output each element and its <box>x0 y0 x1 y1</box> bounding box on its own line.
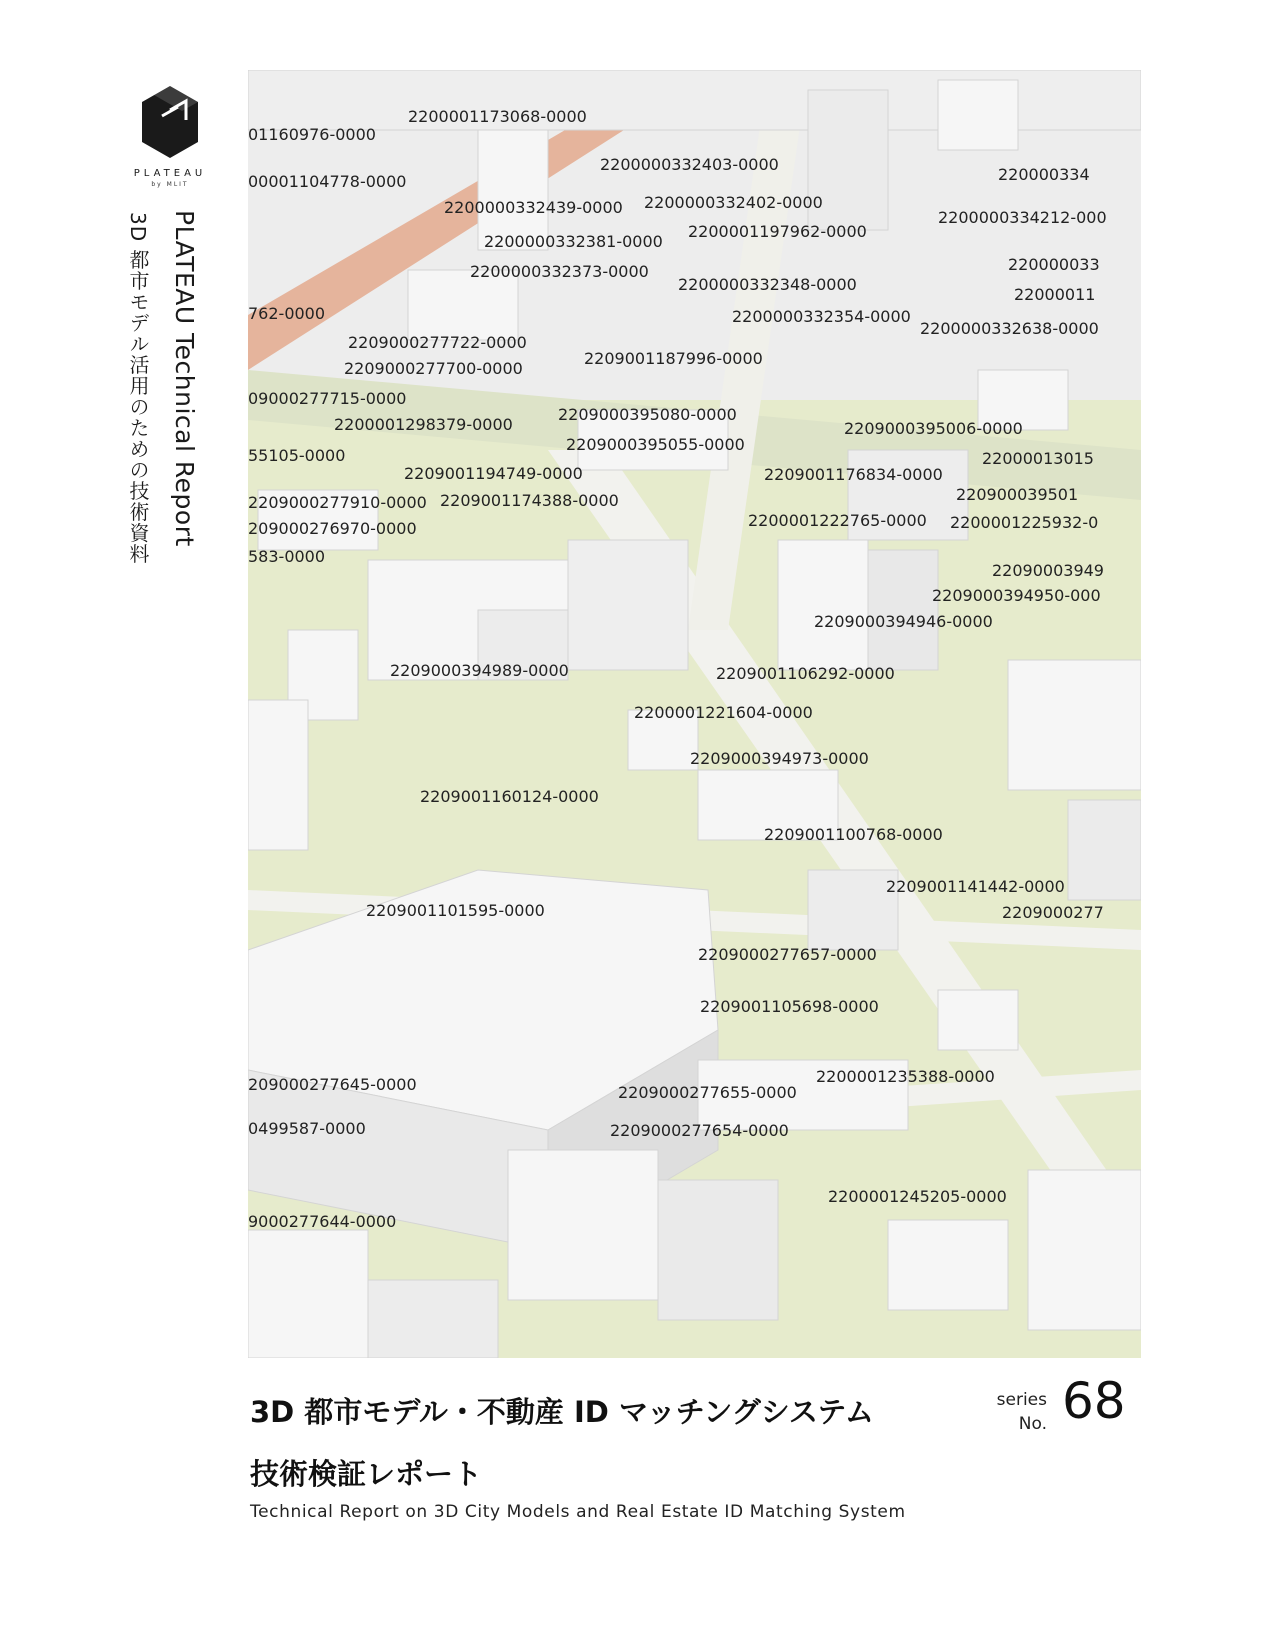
building-id-label: 2209001141442-0000 <box>886 877 1065 896</box>
city-model-render <box>248 70 1141 1358</box>
building-id-label: 2200001222765-0000 <box>748 511 927 530</box>
report-subtitle-english: Technical Report on 3D City Models and Real Estate ID Matching System <box>250 1502 906 1522</box>
building-id-label: 2200001173068-0000 <box>408 107 587 126</box>
building-id-label: 2209000277654-0000 <box>610 1121 789 1140</box>
building-id-label: 0499587-0000 <box>248 1119 366 1138</box>
building-id-label: 2200000334212-000 <box>938 208 1107 227</box>
report-title-line2: 技術検証レポート <box>250 1457 483 1491</box>
series-title-vertical: PLATEAU Technical Report <box>170 210 199 547</box>
plateau-cube-logo-icon <box>142 80 198 160</box>
building-id-label: 220900039501 <box>956 485 1079 504</box>
building-id-label: 583-0000 <box>248 547 326 566</box>
series-label <box>985 1388 1047 1436</box>
building-id-label: 2209000277722-0000 <box>348 333 527 352</box>
building-id-label: 2200000332638-0000 <box>920 319 1099 338</box>
brand-sub: by MLIT <box>151 181 189 188</box>
building-id-label: 2209000394946-0000 <box>814 612 993 631</box>
building-id-label: 2209001105698-0000 <box>700 997 879 1016</box>
building-id-label: 2209000277910-0000 <box>248 493 427 512</box>
building-id-label: 22000013015 <box>982 449 1094 468</box>
building-id-label: 209000277645-0000 <box>248 1075 417 1094</box>
report-title-line1: 3D 都市モデル・不動産 ID マッチングシステム <box>250 1395 874 1429</box>
building-id-label: 2200001235388-0000 <box>816 1067 995 1086</box>
building-id-label: 2200001197962-0000 <box>688 222 867 241</box>
building-id-label: 01160976-0000 <box>248 125 376 144</box>
building-id-label: 2209001101595-0000 <box>366 901 545 920</box>
building-id-label: 2209000395080-0000 <box>558 405 737 424</box>
building-id-label: 220000033 <box>1008 255 1100 274</box>
building-id-label: 2209000394973-0000 <box>690 749 869 768</box>
building-id-label: 2200000332402-0000 <box>644 193 823 212</box>
building-id-label: 2200000332348-0000 <box>678 275 857 294</box>
cover-city-model-image <box>248 70 1141 1358</box>
building-id-label: 2209000394950-000 <box>932 586 1101 605</box>
building-id-label: 762-0000 <box>248 304 326 323</box>
building-id-label: 55105-0000 <box>248 446 346 465</box>
building-id-label: 2209000277657-0000 <box>698 945 877 964</box>
building-id-label: 2200000332403-0000 <box>600 155 779 174</box>
building-id-label: 2209000277655-0000 <box>618 1083 797 1102</box>
building-id-label: 2200001221604-0000 <box>634 703 813 722</box>
building-id-label: 2209001174388-0000 <box>440 491 619 510</box>
building-id-label: 2200000332373-0000 <box>470 262 649 281</box>
building-id-label: 2209000394989-0000 <box>390 661 569 680</box>
building-id-label: 209000276970-0000 <box>248 519 417 538</box>
building-id-label: 2200000332381-0000 <box>484 232 663 251</box>
building-id-label: 2200001245205-0000 <box>828 1187 1007 1206</box>
building-id-label: 2200001298379-0000 <box>334 415 513 434</box>
building-id-label: 220000334 <box>998 165 1090 184</box>
building-id-label: 2200001225932-0 <box>950 513 1099 532</box>
series-subtitle-vertical: 3D 都市モデル活用のための技術資料 <box>126 212 150 565</box>
series-label-line1: series <box>996 1390 1047 1410</box>
building-id-label: 2209001160124-0000 <box>420 787 599 806</box>
building-id-label: 2200000332354-0000 <box>732 307 911 326</box>
building-id-label: 2209001194749-0000 <box>404 464 583 483</box>
building-id-label: 00001104778-0000 <box>248 172 407 191</box>
building-id-label: 2209001176834-0000 <box>764 465 943 484</box>
building-id-label: 2209000277 <box>1002 903 1104 922</box>
plateau-logo <box>120 80 220 188</box>
building-id-label: 2209000395055-0000 <box>566 435 745 454</box>
brand-name: PLATEAU <box>133 168 207 179</box>
series-label-line2: No. <box>1018 1414 1047 1434</box>
building-id-label: 22000011 <box>1014 285 1096 304</box>
building-id-label: 2209001187996-0000 <box>584 349 763 368</box>
building-id-label: 2209000395006-0000 <box>844 419 1023 438</box>
building-id-label: 2209001100768-0000 <box>764 825 943 844</box>
building-id-label: 09000277715-0000 <box>248 389 407 408</box>
series-number: 68 <box>1062 1372 1126 1430</box>
building-id-label: 22090003949 <box>992 561 1104 580</box>
building-id-label: 2209000277700-0000 <box>344 359 523 378</box>
building-id-label: 2209001106292-0000 <box>716 664 895 683</box>
building-id-label: 2200000332439-0000 <box>444 198 623 217</box>
building-id-label: 9000277644-0000 <box>248 1212 397 1231</box>
